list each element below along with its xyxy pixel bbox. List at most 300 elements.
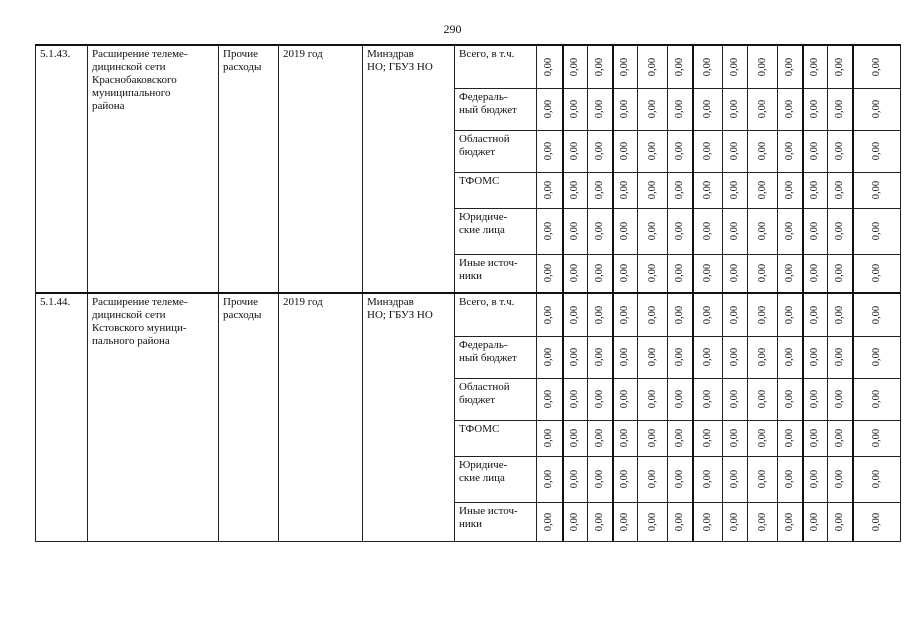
amount-cell — [723, 208, 748, 254]
amount-value: 0,00 — [729, 264, 740, 283]
amount-value: 0,00 — [870, 428, 882, 448]
amount-cell — [803, 293, 828, 336]
funding-source-cell — [455, 254, 537, 293]
amount-cell — [748, 378, 778, 420]
amount-value: 0,00 — [673, 389, 685, 409]
amount-value: 0,00 — [593, 57, 605, 76]
funding-source-label: Иные источ- ники — [459, 256, 518, 282]
amount-cell — [778, 208, 803, 254]
amount-value: 0,00 — [593, 512, 605, 531]
amount-cell — [613, 172, 638, 208]
amount-cell — [693, 45, 723, 88]
item-year-cell — [279, 45, 363, 293]
amount-cell — [537, 45, 563, 88]
amount-value: 0,00 — [646, 57, 658, 76]
amount-value: 0,00 — [809, 428, 821, 448]
amount-cell — [748, 502, 778, 541]
amount-value: 0,00 — [833, 221, 845, 241]
amount-cell — [693, 456, 723, 502]
amount-cell — [803, 45, 828, 88]
expense-type-cell — [219, 293, 279, 541]
amount-value: 0,00 — [756, 264, 768, 283]
amount-value: 0,00 — [569, 221, 581, 241]
amount-cell — [537, 502, 563, 541]
amount-cell — [588, 208, 613, 254]
amount-cell — [638, 336, 668, 378]
amount-cell — [748, 88, 778, 130]
amount-cell — [723, 254, 748, 293]
amount-cell — [853, 336, 901, 378]
amount-value: 0,00 — [619, 469, 631, 489]
amount-value: 0,00 — [569, 428, 581, 448]
funding-source-cell — [455, 208, 537, 254]
amount-value: 0,00 — [729, 347, 740, 367]
amount-value: 0,00 — [543, 469, 555, 489]
amount-value: 0,00 — [673, 469, 685, 489]
amount-cell — [828, 88, 853, 130]
funding-source-cell — [455, 378, 537, 420]
item-code: 5.1.43. — [40, 48, 71, 60]
expense-type-cell — [219, 45, 279, 293]
amount-value: 0,00 — [833, 57, 845, 76]
amount-cell — [537, 378, 563, 420]
amount-cell — [828, 45, 853, 88]
amount-cell — [537, 130, 563, 172]
amount-cell — [853, 208, 901, 254]
amount-value: 0,00 — [569, 264, 581, 283]
amount-value: 0,00 — [543, 512, 555, 531]
amount-value: 0,00 — [673, 512, 685, 531]
amount-cell — [613, 456, 638, 502]
amount-cell — [638, 254, 668, 293]
amount-value: 0,00 — [756, 305, 768, 324]
amount-cell — [563, 254, 588, 293]
amount-value: 0,00 — [783, 389, 795, 409]
amount-cell — [828, 378, 853, 420]
amount-cell — [778, 172, 803, 208]
amount-cell — [537, 172, 563, 208]
expense-type: Прочие расходы — [223, 48, 262, 73]
item-name: Расширение телеме- дицинской сети Краснобаковского муниципального района — [92, 48, 188, 112]
amount-value: 0,00 — [701, 428, 713, 448]
item-name: Расширение телеме- дицинской сети Кстовского муници- пального района — [92, 296, 188, 347]
funding-source-label: Федераль- ный бюджет — [459, 90, 517, 116]
amount-cell — [613, 378, 638, 420]
amount-cell — [588, 456, 613, 502]
amount-value: 0,00 — [701, 469, 713, 489]
funding-source-label: Областной бюджет — [459, 132, 510, 158]
amount-value: 0,00 — [543, 221, 555, 241]
item-year: 2019 год — [283, 48, 323, 60]
amount-value: 0,00 — [619, 389, 631, 409]
amount-cell — [537, 456, 563, 502]
amount-value: 0,00 — [833, 512, 845, 531]
amount-value: 0,00 — [833, 99, 845, 119]
amount-cell — [828, 420, 853, 456]
amount-value: 0,00 — [619, 512, 631, 531]
amount-value: 0,00 — [729, 389, 740, 409]
amount-value: 0,00 — [569, 305, 581, 324]
amount-cell — [803, 502, 828, 541]
amount-value: 0,00 — [619, 428, 631, 448]
amount-value: 0,00 — [619, 180, 631, 200]
amount-cell — [778, 378, 803, 420]
amount-cell — [588, 336, 613, 378]
amount-cell — [778, 254, 803, 293]
amount-cell — [588, 254, 613, 293]
amount-value: 0,00 — [701, 389, 713, 409]
funding-source-label: Федераль- ный бюджет — [459, 338, 517, 364]
amount-value: 0,00 — [729, 305, 740, 324]
amount-cell — [613, 254, 638, 293]
amount-value: 0,00 — [870, 305, 882, 324]
amount-cell — [853, 420, 901, 456]
amount-cell — [748, 130, 778, 172]
funding-source-label: ТФОМС — [459, 174, 500, 187]
amount-cell — [778, 293, 803, 336]
amount-value: 0,00 — [809, 141, 821, 161]
amount-value: 0,00 — [569, 141, 581, 161]
amount-cell — [668, 45, 693, 88]
amount-value: 0,00 — [569, 99, 581, 119]
amount-cell — [668, 208, 693, 254]
amount-cell — [828, 502, 853, 541]
amount-value: 0,00 — [833, 141, 845, 161]
amount-cell — [613, 293, 638, 336]
funding-source-label: Всего, в т.ч. — [459, 48, 515, 60]
amount-value: 0,00 — [646, 180, 658, 200]
amount-value: 0,00 — [870, 57, 882, 76]
item-name-cell — [88, 45, 219, 293]
amount-cell — [748, 420, 778, 456]
amount-cell — [853, 254, 901, 293]
funding-source-cell — [455, 456, 537, 502]
amount-value: 0,00 — [870, 180, 882, 200]
amount-value: 0,00 — [646, 221, 658, 241]
amount-cell — [748, 45, 778, 88]
amount-cell — [613, 130, 638, 172]
amount-cell — [638, 130, 668, 172]
budget-table-body — [36, 45, 901, 541]
amount-cell — [693, 88, 723, 130]
amount-value: 0,00 — [833, 428, 845, 448]
amount-value: 0,00 — [593, 141, 605, 161]
amount-value: 0,00 — [756, 389, 768, 409]
amount-value: 0,00 — [729, 99, 740, 119]
amount-cell — [588, 420, 613, 456]
amount-value: 0,00 — [729, 469, 740, 489]
amount-value: 0,00 — [543, 305, 555, 324]
item-code: 5.1.44. — [40, 296, 71, 308]
amount-value: 0,00 — [783, 347, 795, 367]
amount-cell — [537, 88, 563, 130]
amount-cell — [853, 130, 901, 172]
amount-value: 0,00 — [701, 57, 713, 76]
amount-value: 0,00 — [809, 99, 821, 119]
amount-value: 0,00 — [569, 180, 581, 200]
amount-value: 0,00 — [593, 305, 605, 324]
funding-source-cell — [455, 130, 537, 172]
amount-cell — [638, 502, 668, 541]
amount-cell — [693, 502, 723, 541]
amount-value: 0,00 — [646, 347, 658, 367]
amount-value: 0,00 — [619, 221, 631, 241]
amount-value: 0,00 — [543, 264, 555, 283]
amount-cell — [668, 172, 693, 208]
amount-cell — [748, 254, 778, 293]
amount-value: 0,00 — [593, 99, 605, 119]
amount-value: 0,00 — [543, 347, 555, 367]
amount-cell — [613, 88, 638, 130]
amount-cell — [853, 293, 901, 336]
amount-cell — [563, 378, 588, 420]
amount-value: 0,00 — [783, 512, 795, 531]
item-code-cell — [36, 293, 88, 541]
amount-value: 0,00 — [729, 57, 740, 76]
amount-cell — [668, 130, 693, 172]
amount-value: 0,00 — [569, 347, 581, 367]
amount-value: 0,00 — [783, 264, 795, 283]
amount-cell — [693, 172, 723, 208]
amount-cell — [778, 130, 803, 172]
amount-cell — [778, 336, 803, 378]
item-executor: Минздрав НО; ГБУЗ НО — [367, 296, 433, 321]
amount-cell — [723, 420, 748, 456]
table-row — [36, 45, 901, 88]
funding-source-label: Областной бюджет — [459, 380, 510, 406]
funding-source-cell — [455, 88, 537, 130]
amount-cell — [668, 336, 693, 378]
amount-value: 0,00 — [833, 264, 845, 283]
amount-cell — [693, 254, 723, 293]
item-executor-cell — [363, 45, 455, 293]
amount-cell — [803, 456, 828, 502]
amount-value: 0,00 — [870, 99, 882, 119]
amount-cell — [723, 456, 748, 502]
amount-cell — [778, 45, 803, 88]
amount-value: 0,00 — [809, 305, 821, 324]
amount-cell — [638, 208, 668, 254]
amount-cell — [803, 208, 828, 254]
amount-value: 0,00 — [783, 428, 795, 448]
amount-value: 0,00 — [673, 141, 685, 161]
amount-value: 0,00 — [870, 264, 882, 283]
amount-value: 0,00 — [673, 264, 685, 283]
amount-cell — [723, 45, 748, 88]
amount-cell — [828, 456, 853, 502]
amount-value: 0,00 — [569, 389, 581, 409]
item-year: 2019 год — [283, 296, 323, 308]
amount-cell — [748, 456, 778, 502]
amount-cell — [853, 45, 901, 88]
amount-cell — [693, 336, 723, 378]
amount-value: 0,00 — [870, 512, 882, 531]
amount-cell — [828, 254, 853, 293]
amount-value: 0,00 — [701, 180, 713, 200]
funding-source-cell — [455, 420, 537, 456]
funding-source-cell — [455, 172, 537, 208]
amount-cell — [588, 45, 613, 88]
budget-table — [35, 44, 901, 542]
amount-value: 0,00 — [673, 57, 685, 76]
amount-cell — [853, 172, 901, 208]
amount-cell — [537, 420, 563, 456]
amount-value: 0,00 — [783, 469, 795, 489]
amount-value: 0,00 — [701, 221, 713, 241]
amount-value: 0,00 — [593, 264, 605, 283]
amount-cell — [803, 336, 828, 378]
amount-cell — [803, 378, 828, 420]
amount-cell — [748, 208, 778, 254]
funding-source-label: ТФОМС — [459, 422, 500, 435]
amount-value: 0,00 — [809, 512, 821, 531]
amount-cell — [828, 336, 853, 378]
amount-value: 0,00 — [593, 221, 605, 241]
amount-value: 0,00 — [543, 141, 555, 161]
amount-cell — [803, 172, 828, 208]
amount-value: 0,00 — [593, 428, 605, 448]
amount-value: 0,00 — [701, 264, 713, 283]
amount-cell — [588, 502, 613, 541]
amount-value: 0,00 — [756, 347, 768, 367]
amount-value: 0,00 — [809, 347, 821, 367]
amount-value: 0,00 — [809, 264, 821, 283]
amount-value: 0,00 — [569, 512, 581, 531]
amount-value: 0,00 — [673, 221, 685, 241]
amount-cell — [853, 456, 901, 502]
amount-value: 0,00 — [756, 428, 768, 448]
amount-cell — [563, 293, 588, 336]
funding-source-label: Юридиче- ские лица — [459, 210, 508, 236]
amount-value: 0,00 — [756, 469, 768, 489]
amount-value: 0,00 — [646, 389, 658, 409]
amount-cell — [778, 502, 803, 541]
amount-cell — [853, 378, 901, 420]
amount-value: 0,00 — [729, 141, 740, 161]
amount-value: 0,00 — [619, 57, 631, 76]
amount-cell — [638, 378, 668, 420]
amount-cell — [853, 88, 901, 130]
amount-value: 0,00 — [646, 141, 658, 161]
funding-source-cell — [455, 502, 537, 541]
amount-value: 0,00 — [729, 221, 740, 241]
amount-cell — [693, 130, 723, 172]
amount-cell — [748, 336, 778, 378]
amount-value: 0,00 — [833, 305, 845, 324]
funding-source-label: Всего, в т.ч. — [459, 296, 515, 308]
amount-value: 0,00 — [809, 180, 821, 200]
amount-cell — [723, 130, 748, 172]
amount-cell — [668, 456, 693, 502]
item-executor-cell — [363, 293, 455, 541]
amount-value: 0,00 — [701, 141, 713, 161]
amount-cell — [723, 378, 748, 420]
amount-value: 0,00 — [870, 347, 882, 367]
amount-cell — [693, 378, 723, 420]
amount-value: 0,00 — [756, 141, 768, 161]
amount-cell — [613, 336, 638, 378]
amount-value: 0,00 — [673, 347, 685, 367]
amount-value: 0,00 — [646, 264, 658, 283]
amount-cell — [563, 88, 588, 130]
amount-cell — [778, 456, 803, 502]
amount-value: 0,00 — [701, 512, 713, 531]
amount-value: 0,00 — [619, 305, 631, 324]
amount-value: 0,00 — [729, 512, 740, 531]
item-executor: Минздрав НО; ГБУЗ НО — [367, 48, 433, 73]
amount-cell — [748, 172, 778, 208]
amount-cell — [613, 502, 638, 541]
amount-cell — [668, 254, 693, 293]
amount-value: 0,00 — [701, 305, 713, 324]
table-row — [36, 293, 901, 336]
amount-cell — [723, 88, 748, 130]
amount-cell — [803, 130, 828, 172]
amount-cell — [537, 208, 563, 254]
amount-cell — [588, 378, 613, 420]
amount-value: 0,00 — [673, 99, 685, 119]
amount-value: 0,00 — [870, 389, 882, 409]
amount-value: 0,00 — [543, 428, 555, 448]
amount-value: 0,00 — [870, 141, 882, 161]
amount-cell — [723, 293, 748, 336]
amount-cell — [748, 293, 778, 336]
amount-cell — [668, 378, 693, 420]
amount-value: 0,00 — [646, 469, 658, 489]
amount-value: 0,00 — [833, 389, 845, 409]
amount-value: 0,00 — [646, 99, 658, 119]
amount-cell — [588, 130, 613, 172]
amount-cell — [563, 336, 588, 378]
amount-cell — [638, 293, 668, 336]
amount-value: 0,00 — [783, 99, 795, 119]
amount-value: 0,00 — [729, 428, 740, 448]
item-name-cell — [88, 293, 219, 541]
amount-cell — [803, 420, 828, 456]
amount-cell — [668, 88, 693, 130]
amount-value: 0,00 — [543, 57, 555, 76]
amount-value: 0,00 — [646, 512, 658, 531]
amount-cell — [563, 45, 588, 88]
item-year-cell — [279, 293, 363, 541]
amount-cell — [537, 293, 563, 336]
amount-cell — [853, 502, 901, 541]
amount-cell — [828, 172, 853, 208]
funding-source-cell — [455, 293, 537, 336]
amount-value: 0,00 — [783, 305, 795, 324]
amount-cell — [828, 293, 853, 336]
amount-value: 0,00 — [646, 305, 658, 324]
amount-value: 0,00 — [756, 99, 768, 119]
amount-cell — [638, 45, 668, 88]
amount-value: 0,00 — [569, 469, 581, 489]
amount-value: 0,00 — [593, 389, 605, 409]
amount-value: 0,00 — [783, 141, 795, 161]
amount-cell — [693, 420, 723, 456]
amount-value: 0,00 — [783, 57, 795, 76]
amount-cell — [563, 502, 588, 541]
amount-cell — [668, 293, 693, 336]
funding-source-cell — [455, 336, 537, 378]
amount-value: 0,00 — [646, 428, 658, 448]
amount-cell — [778, 88, 803, 130]
amount-value: 0,00 — [833, 180, 845, 200]
funding-source-label: Юридиче- ские лица — [459, 458, 508, 484]
amount-value: 0,00 — [543, 99, 555, 119]
amount-cell — [803, 254, 828, 293]
amount-value: 0,00 — [756, 57, 768, 76]
amount-cell — [613, 45, 638, 88]
